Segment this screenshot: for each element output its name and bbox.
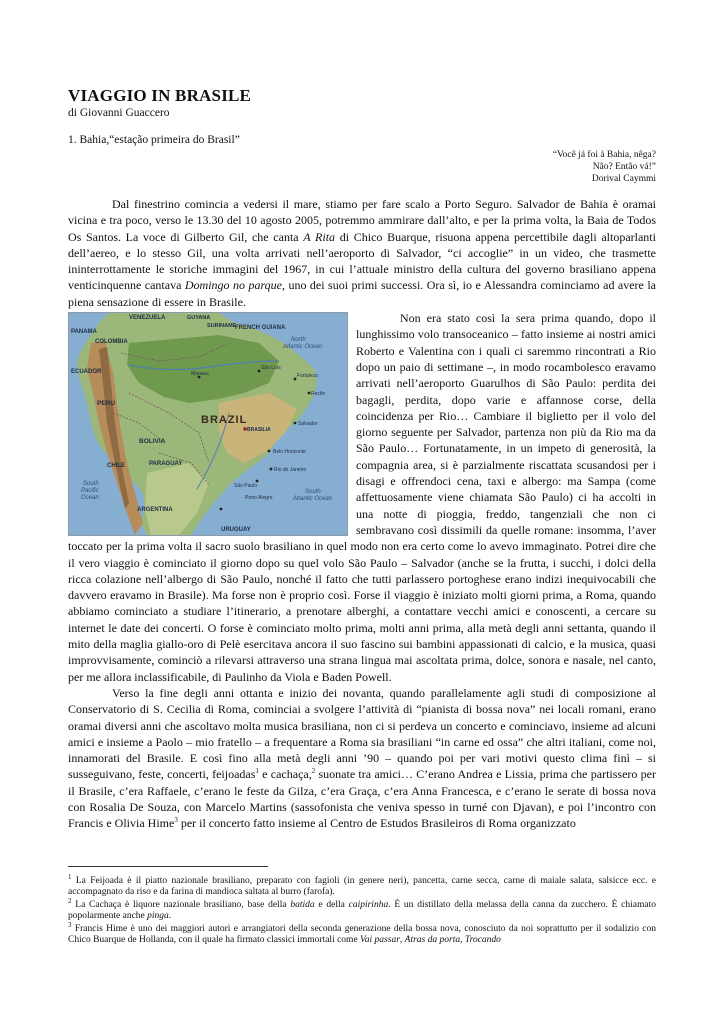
article-title: VIAGGIO IN BRASILE xyxy=(68,86,252,105)
footnote-text: . È un distillato della melassa della canna da zucchero. È chiamato popolarmente anche xyxy=(68,899,656,922)
section-heading: 1. Bahia,“estação primeira do Brasil” xyxy=(68,134,240,146)
south-america-map-icon xyxy=(68,312,348,536)
footnote-text: pinga xyxy=(147,911,169,922)
song-title: Domingo no parque xyxy=(184,278,283,293)
map-label: PARAGUAY xyxy=(149,461,183,468)
footnote-text: Atras da porta xyxy=(404,935,461,946)
map-label: ARGENTINA xyxy=(137,507,173,514)
map-label: Manaus xyxy=(191,371,209,378)
text-run: Verso la fine degli anni ottanta e inizio dei novanta, quando parallelamente agli studi di composizione al Conservatorio di S. Cecilia di Roma, cominciai a svolgere l’attività di “pianista di bossa nova” nei locali romani, erano oramai diversi anni che ascoltavo molta musica brasiliana, non ci si perdeva un concerto e cominciavo, insieme ad alcuni amici e insieme a Paolo – mio fratello – a frequentare a Roma sia brasiliani “in carne ed ossa” che altri italiani, come noi, innamorati del Brasile. E così fino alla metà degli anni ’90 – quando poi per vari motivi questo clima finì – si susseguivano, feste, concerti, feijoadas xyxy=(68,685,656,782)
footnote-text: La Feijoada è il piatto nazionale brasiliano, preparato con fagioli (in genere neri), pancetta, carne secca, carne di maiale salata, salsicce ecc. e accompagnato da riso e da farina di mandioca saltata al burro (farofa). xyxy=(68,876,656,898)
paragraph: Non era stato così la sera prima quando, dopo il lunghissimo volo transoceanico – fatto insieme ai nostri amici Roberto e Valentina con i quali ci saremmo rincontrati a Rio dopo un paio di settimane –, in modo rocambolesco eravamo arrivati nell’aeroporto Guarulhos di São Paulo: perdita dei bagagli, perdita, dopo varie e affannose corse, della coincidenza per Rio… Cambiare il biglietto per il volo del giorno seguente per Salvador, partenza non più da Rio ma da São Paulo… Fortunatamente, in un impeto di generosità, la compagnia area, si è parzialmente riscattata scusandosi per i disagi e offrendoci cena, taxi e albergo: ma Sampa (come affettuosamente viene chiamata São Paulo) ci ha accolti in una notte di pioggia, freddo, tangenziali che non ci sembravano così dissimili da quelle romane: insomma, l’aver toccato per la prima volta il sacro suolo brasiliano in quel modo non era certo come lo avevo immaginato. Potrei dire che il vero viaggio è cominciato il giorno dopo su quel volo São Paulo – Salvador (anche se la frutta, i succhi, i dolci della ricca colazione nell’albergo di São Paulo, nonché il fatto che tutti parlassero portoghese erano indizi inequivocabili che davvero eravamo in Brasile). Ma forse non è proprio così. Forse il viaggio è iniziato molti giorni prima, a Roma, quando abbiamo cominciato a studiare l’itinerario, a prenotare alberghi, a contattare vecchi amici e conoscenti, a cercare su internet le date dei concerti. O forse è cominciato molto prima, molti anni prima, alla metà degli anni settanta, quando il mito della maglia giallo-oro di Pelè esercitava ancora il suo fascino sui bambini appassionati di calcio, e la musica, quasi improvvisamente, cominciò a rilevarsi attraverso una strana lingua mai ascoltata prima, dolce, sonora e nasale, nel canto, per me allora inclassificabile, di Paulinho da Viola e Baden Powell. xyxy=(68,311,656,684)
footnote-text: , xyxy=(460,935,465,946)
map-label: GUYANA xyxy=(187,315,211,322)
map-label: BOLIVIA xyxy=(139,438,166,446)
footnote-number: 3 xyxy=(68,920,72,929)
map-label: Rio de Janeiro xyxy=(274,467,307,474)
map-ocean-label: North Atlantic Ocean xyxy=(283,337,323,351)
footnote-text: , xyxy=(399,935,405,946)
footnote-ref[interactable]: 2 xyxy=(311,767,316,776)
map-label: Recife xyxy=(311,391,326,398)
paragraph xyxy=(68,685,656,832)
map-label: VENEZUELA xyxy=(129,315,166,322)
text-run: Dal finestrino comincia a vedersi il mare, stiamo per fare scalo a Porto Seguro. Salvador de Bahia è oramai vicina e tra poco, verso le 13.30 del 10 agosto 2005, potremmo ammirare dall’alto, e per la prima volta, la Baia de Todos Os Santos. La voce di Gilberto Gil, che canta xyxy=(68,197,656,244)
map-label: PANAMA xyxy=(71,329,97,336)
map-label: BRASILIA xyxy=(247,427,271,434)
text-run: di Chico Buarque, risuona appena percettibile dagli altoparlanti dell’aereo, e lo stesso Gil, una volta arrivati nell’aeroporto di Salvador, “ci accoglie” in un video, che trasmette ininterrottamente le storiche immagini del 1967, in cui l’attuale ministro della cultura del governo brasiliano appena venticinquenne cantava xyxy=(68,229,656,293)
map-label: Porto Alegre xyxy=(245,495,273,502)
map-label: CHILE xyxy=(107,463,125,470)
footnote-text: Trocando xyxy=(464,935,501,946)
footnote xyxy=(68,896,656,923)
footnote xyxy=(68,872,656,899)
footnote-text: La Cachaça è liquore nazionale brasiliano, base della xyxy=(71,899,291,910)
paragraph xyxy=(68,196,656,310)
map-label: PERU xyxy=(97,400,116,408)
footnote-text: Vai passar xyxy=(360,935,400,946)
footnote-number: 2 xyxy=(68,896,72,905)
map-label: São Luís xyxy=(261,365,281,372)
text-run: per il concerto fatto insieme al Centro de Estudos Brasileiros di Roma organizzato xyxy=(177,816,576,831)
epigraph-attribution: Dorival Caymmi xyxy=(591,174,656,184)
map-ocean-label: South Atlantic Ocean xyxy=(293,489,333,503)
epigraph xyxy=(553,149,656,185)
map-label: BRAZIL xyxy=(201,414,248,427)
epigraph-line: Não? Então vá!” xyxy=(592,162,656,172)
footnote-ref[interactable]: 3 xyxy=(174,816,178,825)
footnote xyxy=(68,920,656,947)
footnote-text: . xyxy=(168,911,172,922)
map-label: ECUADOR xyxy=(71,369,102,376)
map-label: URUGUAY xyxy=(221,527,251,534)
footnote-number: 1 xyxy=(68,872,72,881)
footnote-ref[interactable]: 1 xyxy=(255,767,259,776)
footnote-text: batida xyxy=(290,899,315,910)
map-ocean-label: South Pacific Ocean xyxy=(81,481,99,502)
map-label: Salvador xyxy=(298,421,318,428)
article-author: di Giovanni Guaccero xyxy=(68,107,170,119)
footnotes xyxy=(68,872,656,947)
footnote-text: caipirinha xyxy=(348,899,389,910)
text-run: suonate tra amici… C’erano Andrea e Lissia, prima che partissero per il Brasile, c’era Raffaele, c’erano le feste da Gilza, c’era Graça, c’era Anna Francesca, e c’erano le serate di bossa nova con Rosalia De Souza, con Marcelo Martins (sassofonista che veniva spesso in turné con Djavan), e poi l’incontro con Francis e Olivia Hime xyxy=(68,767,656,831)
article-body xyxy=(68,196,656,832)
map-label: COLOMBIA xyxy=(95,339,128,346)
map-label: São Paulo xyxy=(234,483,258,490)
footnote-text: Francis Hime è uno dei maggiori autori e arrangiatori della seconda generazione della bossa nova, conosciuto da noi soprattutto per il sodalizio con Chico Buarque de Hollanda, con il quale ha firmato classici immortali come xyxy=(68,923,656,946)
footnote-divider xyxy=(68,866,268,867)
map-label: FRENCH GUIANA xyxy=(235,325,286,332)
song-title: A Rita xyxy=(303,229,336,244)
text-run: , uno dei suoi primi successi. Ora sì, io e Alessandra cominciamo ad avere la piena sensazione di essere in Brasile. xyxy=(68,278,656,309)
text-run: e cachaça, xyxy=(258,767,312,782)
epigraph-line: “Você já foi à Bahia, nêga? xyxy=(552,150,656,160)
footnote-text: e della xyxy=(314,899,349,910)
map-label: Belo Horizonte xyxy=(273,449,306,456)
map-label: Fortaleza xyxy=(297,373,318,380)
map-label: SURINAME xyxy=(207,323,237,330)
